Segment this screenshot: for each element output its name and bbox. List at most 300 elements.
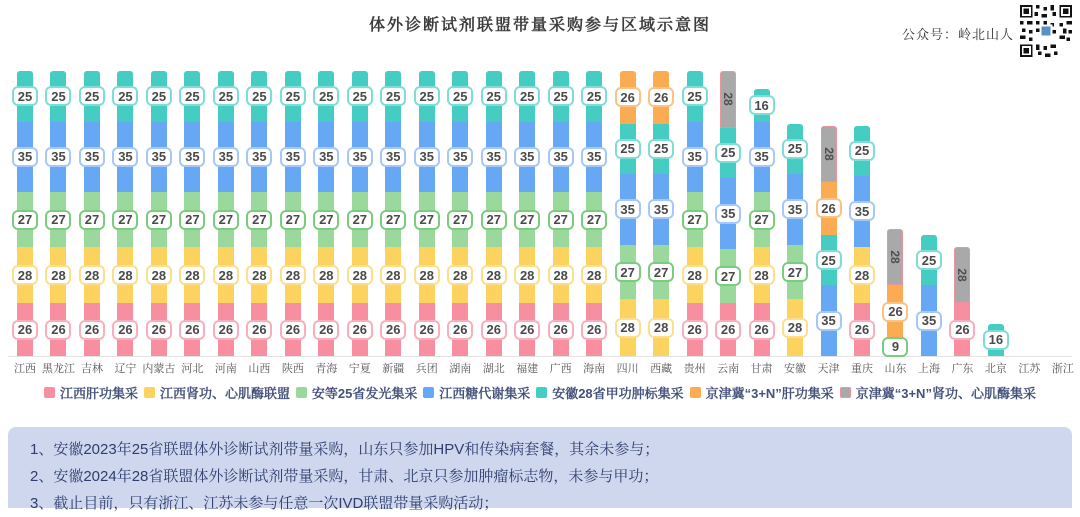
bar-segment[interactable] <box>553 303 569 356</box>
bar-segment[interactable] <box>50 71 66 122</box>
segment-value-label: 35 <box>45 147 71 167</box>
bar-segment[interactable] <box>251 247 267 304</box>
bar-segment[interactable] <box>553 122 569 193</box>
bar-segment[interactable] <box>285 122 301 193</box>
bar-segment[interactable] <box>887 338 903 356</box>
bar-segment[interactable] <box>285 192 301 247</box>
bar-segment[interactable] <box>318 247 334 304</box>
segment-value-label: 27 <box>112 210 138 230</box>
bar-segment[interactable] <box>821 235 837 286</box>
x-axis-label: 西藏 <box>650 363 673 375</box>
segment-value-label: 26 <box>682 320 708 340</box>
bar-云南[interactable] <box>720 71 736 356</box>
segment-value-label: 25 <box>514 86 540 106</box>
bar-segment[interactable] <box>754 303 770 356</box>
bar-segment[interactable] <box>17 71 33 122</box>
bar-segment[interactable] <box>318 303 334 356</box>
segment-value-label: 26 <box>79 320 105 340</box>
bar-segment[interactable] <box>620 245 636 300</box>
bar-segment[interactable] <box>218 71 234 122</box>
bar-segment[interactable] <box>151 303 167 356</box>
bar-segment[interactable] <box>720 303 736 356</box>
segment-value-label: 27 <box>45 210 71 230</box>
bar-segment[interactable] <box>251 303 267 356</box>
bar-segment[interactable] <box>385 247 401 304</box>
bar-segment[interactable] <box>419 122 435 193</box>
bar-segment[interactable] <box>385 303 401 356</box>
bar-segment[interactable] <box>954 303 970 356</box>
bar-segment[interactable] <box>452 192 468 247</box>
segment-value-label: 26 <box>481 320 507 340</box>
bar-segment[interactable] <box>720 128 736 179</box>
x-axis-label: 青海 <box>315 363 338 375</box>
bar-segment[interactable] <box>519 192 535 247</box>
bar-segment[interactable] <box>653 299 669 356</box>
legend-item[interactable] <box>423 383 530 402</box>
segment-value-label: 26 <box>548 320 574 340</box>
bar-segment[interactable] <box>318 122 334 193</box>
bar-segment[interactable] <box>385 71 401 122</box>
bar-segment[interactable] <box>620 174 636 245</box>
note-line: 2、安徽2024年28省联盟体外诊断试剂带量采购，甘肃、北京只参加肿瘤标志物，未参与甲功； <box>30 468 659 485</box>
bar-青海[interactable] <box>318 71 334 356</box>
bar-segment[interactable] <box>218 192 234 247</box>
bar-segment[interactable] <box>218 122 234 193</box>
bar-segment[interactable] <box>787 299 803 356</box>
segment-value-label: 35 <box>12 147 38 167</box>
bar-segment[interactable] <box>117 71 133 122</box>
segment-value-label: 35 <box>682 147 708 167</box>
segment-value-label: 35 <box>380 147 406 167</box>
x-axis-label: 山西 <box>248 363 271 375</box>
legend-label: 京津冀“3+N”肝功集采 <box>705 386 834 401</box>
bar-segment[interactable] <box>385 122 401 193</box>
bar-segment[interactable] <box>519 71 535 122</box>
legend-label: 江西肾功、心肌酶联盟 <box>159 386 290 401</box>
segment-value-label: 35 <box>313 147 339 167</box>
segment-value-label: 27 <box>347 210 373 230</box>
bar-segment[interactable] <box>887 229 903 286</box>
segment-value-label: 28 <box>414 265 440 285</box>
bar-segment[interactable] <box>117 303 133 356</box>
segment-value-label: 25 <box>146 86 172 106</box>
segment-value-label: 27 <box>280 210 306 230</box>
x-axis-label: 重庆 <box>851 363 873 375</box>
legend-item[interactable] <box>690 383 834 402</box>
segment-value-label: 25 <box>12 86 38 106</box>
bar-segment[interactable] <box>519 303 535 356</box>
segment-value-label: 9 <box>882 337 908 357</box>
segment-value-label: 25 <box>816 250 842 270</box>
segment-value-label: 27 <box>246 210 272 230</box>
bar-segment[interactable] <box>821 126 837 183</box>
bar-segment[interactable] <box>821 182 837 235</box>
bar-segment[interactable] <box>151 122 167 193</box>
segment-value-label: 25 <box>548 86 574 106</box>
bar-segment[interactable] <box>553 192 569 247</box>
segment-value-label: 25 <box>715 143 741 163</box>
segment-value-label: 16 <box>749 95 775 115</box>
segment-value-label: 27 <box>715 266 741 286</box>
x-axis-label: 湖北 <box>482 363 505 375</box>
bar-segment[interactable] <box>854 247 870 304</box>
segment-value-label: 26 <box>648 87 674 107</box>
x-axis-label: 内蒙古 <box>142 363 176 375</box>
bar-segment[interactable] <box>251 122 267 193</box>
bar-segment[interactable] <box>352 247 368 304</box>
bar-segment[interactable] <box>653 174 669 245</box>
bar-江西[interactable] <box>17 71 33 356</box>
bar-segment[interactable] <box>184 71 200 122</box>
segment-value-label: 28 <box>955 268 970 282</box>
segment-value-label: 27 <box>179 210 205 230</box>
bar-segment[interactable] <box>620 71 636 124</box>
segment-value-label: 27 <box>12 210 38 230</box>
x-axis-label: 四川 <box>616 363 639 375</box>
legend-label: 京津冀“3+N”肾功、心肌酶集采 <box>855 386 1036 401</box>
x-axis-label: 贵州 <box>683 363 706 375</box>
bar-上海[interactable] <box>921 235 937 356</box>
bar-segment[interactable] <box>318 71 334 122</box>
bar-segment[interactable] <box>184 192 200 247</box>
bar-segment[interactable] <box>84 122 100 193</box>
bar-segment[interactable] <box>452 71 468 122</box>
bar-segment[interactable] <box>720 178 736 249</box>
legend-label: 江西糖代谢集采 <box>439 386 531 401</box>
segment-value-label: 26 <box>514 320 540 340</box>
x-axis-label: 天津 <box>817 363 840 375</box>
segment-value-label: 26 <box>280 320 306 340</box>
bar-segment[interactable] <box>586 247 602 304</box>
bar-辽宁[interactable] <box>117 71 133 356</box>
bar-segment[interactable] <box>352 122 368 193</box>
bar-河北[interactable] <box>184 71 200 356</box>
x-axis-label: 安徽 <box>784 363 807 375</box>
x-axis-label: 新疆 <box>382 363 405 375</box>
x-axis-line <box>8 356 1072 357</box>
segment-value-label: 25 <box>916 250 942 270</box>
segment-value-label: 26 <box>380 320 406 340</box>
bar-segment[interactable] <box>586 71 602 122</box>
segment-value-label: 35 <box>615 199 641 219</box>
bar-北京[interactable] <box>988 324 1004 356</box>
bar-segment[interactable] <box>486 303 502 356</box>
bar-segment[interactable] <box>687 303 703 356</box>
segment-value-label: 26 <box>849 320 875 340</box>
x-axis-label: 河南 <box>214 363 237 375</box>
x-axis-label: 甘肃 <box>750 363 773 375</box>
bar-segment[interactable] <box>653 71 669 124</box>
bar-segment[interactable] <box>486 122 502 193</box>
segment-value-label: 35 <box>146 147 172 167</box>
segment-value-label: 28 <box>682 265 708 285</box>
legend-swatch-icon <box>44 387 55 398</box>
bar-segment[interactable] <box>586 122 602 193</box>
bar-segment[interactable] <box>117 247 133 304</box>
bar-segment[interactable] <box>50 122 66 193</box>
bar-湖南[interactable] <box>452 71 468 356</box>
legend-item[interactable] <box>840 383 1036 402</box>
x-axis-label: 山东 <box>884 363 907 375</box>
bar-新疆[interactable] <box>385 71 401 356</box>
bar-segment[interactable] <box>218 247 234 304</box>
bar-segment[interactable] <box>419 303 435 356</box>
bar-segment[interactable] <box>988 324 1004 356</box>
bar-segment[interactable] <box>787 124 803 175</box>
bar-segment[interactable] <box>184 247 200 304</box>
bar-安徽[interactable] <box>787 124 803 356</box>
segment-value-label: 26 <box>45 320 71 340</box>
bar-陕西[interactable] <box>285 71 301 356</box>
bar-湖北[interactable] <box>486 71 502 356</box>
bar-segment[interactable] <box>754 89 770 121</box>
segment-value-label: 28 <box>313 265 339 285</box>
bar-segment[interactable] <box>84 247 100 304</box>
wechat-account-label: 公众号：岭北山人 <box>901 27 1014 42</box>
segment-value-label: 25 <box>581 86 607 106</box>
bar-segment[interactable] <box>754 192 770 247</box>
bar-segment[interactable] <box>117 122 133 193</box>
bar-segment[interactable] <box>754 122 770 193</box>
x-axis-label: 广东 <box>951 363 974 375</box>
segment-value-label: 35 <box>916 311 942 331</box>
bar-西藏[interactable] <box>653 71 669 356</box>
bar-segment[interactable] <box>17 247 33 304</box>
bar-天津[interactable] <box>821 126 837 356</box>
bar-segment[interactable] <box>620 299 636 356</box>
segment-value-label: 25 <box>347 86 373 106</box>
bar-segment[interactable] <box>687 71 703 122</box>
bar-海南[interactable] <box>586 71 602 356</box>
segment-value-label: 35 <box>79 147 105 167</box>
segment-value-label: 27 <box>213 210 239 230</box>
segment-value-label: 25 <box>414 86 440 106</box>
bar-segment[interactable] <box>50 303 66 356</box>
segment-value-label: 25 <box>45 86 71 106</box>
bar-segment[interactable] <box>854 176 870 247</box>
bar-segment[interactable] <box>720 249 736 304</box>
bar-segment[interactable] <box>151 71 167 122</box>
bar-segment[interactable] <box>84 192 100 247</box>
bar-segment[interactable] <box>519 122 535 193</box>
segment-value-label: 26 <box>816 198 842 218</box>
bar-segment[interactable] <box>486 71 502 122</box>
bar-河南[interactable] <box>218 71 234 356</box>
segment-value-label: 25 <box>849 141 875 161</box>
bar-segment[interactable] <box>921 285 937 356</box>
bar-山东[interactable] <box>887 229 903 356</box>
legend-item[interactable] <box>296 383 417 402</box>
segment-value-label: 35 <box>749 147 775 167</box>
bar-四川[interactable] <box>620 71 636 356</box>
bar-segment[interactable] <box>318 192 334 247</box>
bar-segment[interactable] <box>352 192 368 247</box>
bar-segment[interactable] <box>352 71 368 122</box>
bar-贵州[interactable] <box>687 71 703 356</box>
bar-宁夏[interactable] <box>352 71 368 356</box>
segment-value-label: 28 <box>888 250 903 264</box>
segment-value-label: 25 <box>112 86 138 106</box>
bar-segment[interactable] <box>519 247 535 304</box>
bar-segment[interactable] <box>151 192 167 247</box>
segment-value-label: 26 <box>749 320 775 340</box>
x-axis-label: 福建 <box>516 363 539 375</box>
legend-swatch-icon <box>690 387 701 398</box>
bar-segment[interactable] <box>754 247 770 304</box>
bar-segment[interactable] <box>653 245 669 300</box>
x-axis-label: 上海 <box>917 363 940 375</box>
segment-value-label: 28 <box>447 265 473 285</box>
legend-swatch-icon <box>144 387 155 398</box>
bar-segment[interactable] <box>586 192 602 247</box>
segment-value-label: 16 <box>983 330 1009 350</box>
bar-segment[interactable] <box>486 247 502 304</box>
bar-segment[interactable] <box>352 303 368 356</box>
bar-segment[interactable] <box>50 247 66 304</box>
segment-value-label: 25 <box>313 86 339 106</box>
segment-value-label: 28 <box>481 265 507 285</box>
legend-item[interactable] <box>144 383 290 402</box>
x-axis-label: 辽宁 <box>114 363 137 375</box>
bar-segment[interactable] <box>17 303 33 356</box>
bar-segment[interactable] <box>553 71 569 122</box>
x-axis-label: 广西 <box>549 363 572 375</box>
legend-label: 江西肝功集采 <box>60 386 139 401</box>
bar-segment[interactable] <box>17 122 33 193</box>
bar-segment[interactable] <box>954 247 970 304</box>
bar-segment[interactable] <box>251 71 267 122</box>
bar-广西[interactable] <box>553 71 569 356</box>
segment-value-label: 28 <box>821 147 836 161</box>
bar-山西[interactable] <box>251 71 267 356</box>
bar-segment[interactable] <box>285 303 301 356</box>
bar-segment[interactable] <box>251 192 267 247</box>
segment-value-label: 25 <box>481 86 507 106</box>
bar-segment[interactable] <box>218 303 234 356</box>
bar-segment[interactable] <box>285 71 301 122</box>
bar-segment[interactable] <box>787 245 803 300</box>
bar-segment[interactable] <box>117 192 133 247</box>
segment-value-label: 35 <box>481 147 507 167</box>
bar-segment[interactable] <box>687 247 703 304</box>
segment-value-label: 25 <box>213 86 239 106</box>
segment-value-label: 26 <box>146 320 172 340</box>
segment-value-label: 26 <box>12 320 38 340</box>
bar-重庆[interactable] <box>854 126 870 356</box>
bar-segment[interactable] <box>486 192 502 247</box>
bar-segment[interactable] <box>921 235 937 286</box>
bar-内蒙古[interactable] <box>151 71 167 356</box>
bar-兵团[interactable] <box>419 71 435 356</box>
segment-value-label: 27 <box>615 262 641 282</box>
segment-value-label: 28 <box>849 265 875 285</box>
bar-segment[interactable] <box>452 303 468 356</box>
x-axis-label: 河北 <box>181 363 204 375</box>
bar-segment[interactable] <box>84 303 100 356</box>
segment-value-label: 28 <box>749 265 775 285</box>
bar-甘肃[interactable] <box>754 89 770 356</box>
bar-segment[interactable] <box>854 126 870 177</box>
bar-segment[interactable] <box>821 285 837 356</box>
segment-value-label: 27 <box>313 210 339 230</box>
bar-segment[interactable] <box>720 71 736 128</box>
segment-value-label: 27 <box>79 210 105 230</box>
bar-黑龙江[interactable] <box>50 71 66 356</box>
bar-segment[interactable] <box>50 192 66 247</box>
bar-segment[interactable] <box>17 192 33 247</box>
bar-segment[interactable] <box>419 247 435 304</box>
segment-value-label: 35 <box>782 199 808 219</box>
bar-segment[interactable] <box>285 247 301 304</box>
bar-segment[interactable] <box>84 71 100 122</box>
bar-segment[interactable] <box>419 71 435 122</box>
bar-segment[interactable] <box>553 247 569 304</box>
segment-value-label: 28 <box>615 318 641 338</box>
bar-segment[interactable] <box>586 303 602 356</box>
bar-segment[interactable] <box>452 247 468 304</box>
x-axis-label: 兵团 <box>415 363 438 375</box>
segment-value-label: 35 <box>414 147 440 167</box>
segment-value-label: 35 <box>715 204 741 224</box>
bar-segment[interactable] <box>419 192 435 247</box>
legend-label: 安徽28省甲功肿标集采 <box>552 386 684 401</box>
bar-吉林[interactable] <box>84 71 100 356</box>
bar-福建[interactable] <box>519 71 535 356</box>
legend-swatch-icon <box>423 387 434 398</box>
legend-item[interactable] <box>536 383 683 402</box>
segment-value-label: 26 <box>213 320 239 340</box>
bar-segment[interactable] <box>787 174 803 245</box>
segment-value-label: 26 <box>112 320 138 340</box>
segment-value-label: 27 <box>514 210 540 230</box>
segment-value-label: 28 <box>347 265 373 285</box>
x-axis-label: 宁夏 <box>348 363 371 375</box>
legend-item[interactable] <box>44 383 138 402</box>
bar-segment[interactable] <box>184 122 200 193</box>
segment-value-label: 25 <box>648 139 674 159</box>
bar-segment[interactable] <box>184 303 200 356</box>
segment-value-label: 28 <box>380 265 406 285</box>
bar-segment[interactable] <box>620 124 636 175</box>
bar-segment[interactable] <box>887 285 903 338</box>
segment-value-label: 25 <box>79 86 105 106</box>
segment-value-label: 27 <box>146 210 172 230</box>
segment-value-label: 27 <box>581 210 607 230</box>
bar-segment[interactable] <box>452 122 468 193</box>
bar-segment[interactable] <box>687 122 703 193</box>
segment-value-label: 26 <box>715 320 741 340</box>
segment-value-label: 27 <box>682 210 708 230</box>
bar-segment[interactable] <box>854 303 870 356</box>
bar-广东[interactable] <box>954 247 970 356</box>
segment-value-label: 35 <box>213 147 239 167</box>
segment-value-label: 35 <box>548 147 574 167</box>
x-axis-label: 江西 <box>14 363 36 375</box>
segment-value-label: 25 <box>782 139 808 159</box>
bar-segment[interactable] <box>385 192 401 247</box>
segment-value-label: 35 <box>112 147 138 167</box>
segment-value-label: 28 <box>213 265 239 285</box>
segment-value-label: 35 <box>514 147 540 167</box>
bar-segment[interactable] <box>653 124 669 175</box>
x-axis-label: 陕西 <box>281 363 304 375</box>
segment-value-label: 28 <box>112 265 138 285</box>
segment-value-label: 27 <box>548 210 574 230</box>
bar-segment[interactable] <box>687 192 703 247</box>
bar-segment[interactable] <box>151 247 167 304</box>
segment-value-label: 35 <box>581 147 607 167</box>
segment-value-label: 35 <box>849 201 875 221</box>
